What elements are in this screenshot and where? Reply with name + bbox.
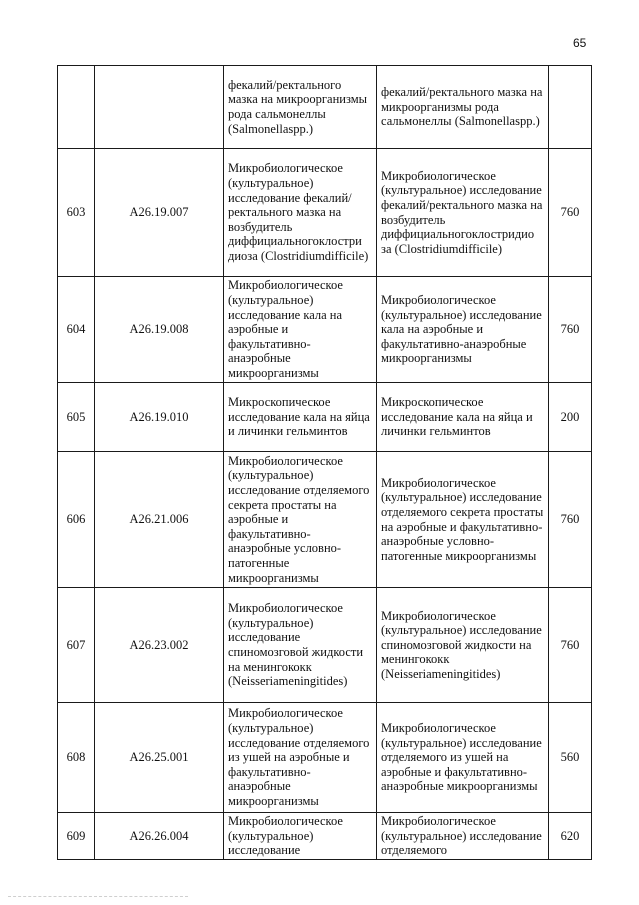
- service-description: Микробиологическое (культуральное) исследование отделяемого секрета простаты на аэробные и факультативно-анаэробные условно-патогенные микроорганизмы: [377, 452, 549, 588]
- service-price: 200: [549, 383, 592, 452]
- row-number: 604: [58, 277, 95, 383]
- service-price: 760: [549, 149, 592, 277]
- service-code: A26.19.007: [95, 149, 224, 277]
- service-description: Микробиологическое (культуральное) исследование отделяемого: [377, 813, 549, 860]
- service-price: 560: [549, 703, 592, 813]
- row-number: 603: [58, 149, 95, 277]
- service-description: Микробиологическое (культуральное) исследование кала на аэробные и факультативно-анаэробные микроорганизмы: [377, 277, 549, 383]
- row-number: 605: [58, 383, 95, 452]
- service-code: A26.23.002: [95, 588, 224, 703]
- service-code: A26.25.001: [95, 703, 224, 813]
- table-row: [58, 66, 592, 149]
- table-row: [58, 383, 592, 452]
- row-number: 607: [58, 588, 95, 703]
- service-price: 760: [549, 277, 592, 383]
- price-list-table: [57, 65, 592, 860]
- service-description: фекалий/ректального мазка на микроорганизмы рода сальмонеллы (Salmonellaspp.): [377, 66, 549, 149]
- service-description: Микробиологическое (культуральное) исследование отделяемого из ушей на аэробные и факультативно-анаэробные микроорганизмы: [377, 703, 549, 813]
- service-code: A26.19.010: [95, 383, 224, 452]
- table-row: [58, 588, 592, 703]
- service-description: Микробиологическое (культуральное) исследование фекалий/ректального мазка на возбудитель диффициальногоклостридио за (Clostridiumdifficile): [377, 149, 549, 277]
- service-price: 760: [549, 452, 592, 588]
- row-number: 608: [58, 703, 95, 813]
- service-name: Микробиологическое (культуральное) исследование кала на аэробные и факультативно-анаэробные микроорганизмы: [224, 277, 377, 383]
- row-number: [58, 66, 95, 149]
- service-name: фекалий/ректального мазка на микроорганизмы рода сальмонеллы (Salmonellaspp.): [224, 66, 377, 149]
- table-row: [58, 149, 592, 277]
- table-row: [58, 277, 592, 383]
- service-price: 620: [549, 813, 592, 860]
- table-body: [58, 66, 592, 860]
- service-description: Микроскопическое исследование кала на яйца и личинки гельминтов: [377, 383, 549, 452]
- page-number: 65: [573, 36, 587, 50]
- service-code: A26.21.006: [95, 452, 224, 588]
- service-code: A26.26.004: [95, 813, 224, 860]
- service-price: [549, 66, 592, 149]
- service-price: 760: [549, 588, 592, 703]
- table-row: [58, 703, 592, 813]
- service-code: A26.19.008: [95, 277, 224, 383]
- service-description: Микробиологическое (культуральное) исследование спиномозговой жидкости на менингококк (Neisseriameningitides): [377, 588, 549, 703]
- service-name: Микробиологическое (культуральное) исследование фекалий/ректального мазка на возбудитель диффициальногоклостри диоза (Clostridiumdifficile): [224, 149, 377, 277]
- footer-divider: [8, 896, 188, 897]
- table-row: [58, 813, 592, 860]
- service-code: [95, 66, 224, 149]
- row-number: 609: [58, 813, 95, 860]
- service-name: Микробиологическое (культуральное) исследование отделяемого секрета простаты на аэробные и факультативно-анаэробные условно-патогенные микроорганизмы: [224, 452, 377, 588]
- service-name: Микробиологическое (культуральное) исследование: [224, 813, 377, 860]
- service-name: Микробиологическое (культуральное) исследование отделяемого из ушей на аэробные и факультативно-анаэробные микроорганизмы: [224, 703, 377, 813]
- row-number: 606: [58, 452, 95, 588]
- service-name: Микробиологическое (культуральное) исследование спиномозговой жидкости на менингококк (Neisseriameningitides): [224, 588, 377, 703]
- table-row: [58, 452, 592, 588]
- service-name: Микроскопическое исследование кала на яйца и личинки гельминтов: [224, 383, 377, 452]
